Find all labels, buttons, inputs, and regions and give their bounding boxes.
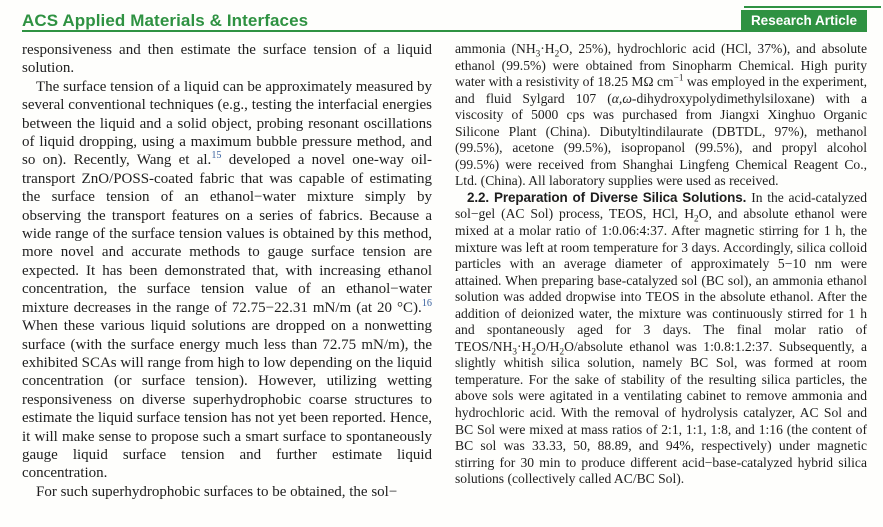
subscript-text: 2 [559,346,565,357]
two-column-body [22,41,867,501]
text-run: was employed in the experiment, and fluid Sylgard 107 ( [455,74,867,106]
text-run: O/H [536,338,560,354]
subscript-text: 2 [694,214,699,225]
subscript-text: 3 [512,346,518,357]
section-heading: 2.2. Preparation of Diverse Silica Solutions. [467,189,752,205]
subscript-text: 3 [535,48,541,59]
citation-ref[interactable]: 15 [211,150,222,162]
paragraph [22,41,432,78]
text-run: responsiveness and then estimate the surface tension of a liquid solution. [22,42,432,77]
paragraph [455,190,867,488]
top-right-rule [744,6,881,8]
subscript-text: 2 [531,346,537,357]
subscript-text: 2 [554,48,560,59]
right-column [455,41,867,501]
paragraph [22,78,432,483]
text-run: ·H [517,338,532,354]
text-run: The surface tension of a liquid can be approximately measured by several conventional techniques (e.g., testing the interfacial energies between the liquid and a solid object, probing resonant oscillations of liquid dropping, using a maximum bubble pressure method, and so on). Recently, Wang et al. [22,78,432,169]
paragraph [455,41,867,190]
italic-text: α,ω [611,90,632,106]
text-run: ammonia (NH [455,41,536,56]
text-run: In the acid-catalyzed sol−gel (AC Sol) process, TEOS, HCl, H [455,189,867,222]
left-column [22,41,432,501]
article-type-badge: Research Article [741,10,867,32]
text-run: developed a novel one-way oil-transport ZnO/POSS-coated fabric that was capable of estimating the surface tension of an ethanol−water mixture simply by observing the transport features on a series of fabrics. Because a wide range of the surface tension values is obtained by this method, more novel and accurate methods to gauge surface tension are expected. It has been demonstrated that, with increasing ethanol concentration, the surface tension value of an ethanol−water mixture decreases in the range of 72.75−22.31 mN/m (at 20 °C). [22,152,432,316]
paragraph [22,483,432,501]
text-run: ·H [540,41,555,56]
text-run: When these various liquid solutions are dropped on a nonwetting surface (with the surface energy much less than 72.75 mN/m), the exhibited SCAs will range from high to low depending on the liquid concentration (or surface tension). However, utilizing wetting responsiveness on diverse superhydrophobic coarse structures to estimate the liquid surface tension has not yet been reported. Hence, it will make sense to propose such a smart surface to spontaneously gauge liquid surface tension and further estimate liquid concentration. [22,318,432,482]
journal-title: ACS Applied Materials & Interfaces [22,11,309,30]
text-run: -dihydroxypolydimethylsiloxane) with a viscosity of 5000 cps was purchased from Jiangxi Xinghuo Organic Silicone Plant (China). Dibutyltindilaurate (DBTDL, 97%), methanol (99.5%), acetone (99.5%), isopropanol (99.5%), and propyl alcohol (99.5%) were received from Shanghai Lingfeng Chemical Reagent Co., Ltd. (China). All laboratory supplies were used as received. [455,90,867,189]
citation-ref[interactable]: 16 [421,297,432,309]
text-run: O, and absolute ethanol were mixed at a molar ratio of 1:0.06:4:37. After magnetic stirring for 1 h, the mixture was left at room temperature for 3 days. Accordingly, silica colloid particles with an average diameter of approximately 5−10 nm were attained. When preparing base-catalyzed sol (BC sol), an ammonia ethanol solution was added dropwise into TEOS in the absolute ethanol. After the addition of deionized water, the mixture was continuously stirred for 1 h and spontaneously aged for 3 days. The final molar ratio of TEOS/NH [455,206,868,354]
text-run: For such superhydrophobic surfaces to be obtained, the sol− [36,483,398,500]
text-run: O/absolute ethanol was 1:0.8:1.2:37. Subsequently, a slightly whitish silica solution, namely BC Sol, was formed at room temperature. For the sake of stability of the resulting silica particles, the above sols were agitated in a ventilating cabinet to remove ammonia and hydrochloric acid. With the removal of hydrolysis catalyzer, AC Sol and BC Sol were mixed at mass ratios of 2:1, 1:1, 1:8, and 1:16 (the content of BC sol was 33.33, 50, 88.89, and 94%, respectively) under magnetic stirring for 30 min to produce different acid−base-catalyzed hybrid silica solutions (collectively called AC/BC Sol). [455,338,867,487]
superscript-text: −1 [673,72,684,83]
text-run: O, 25%), hydrochloric acid (HCl, 37%), and absolute ethanol (99.5%) were obtained from Sinopharm Chemical. High purity water with a resistivity of 18.25 MΩ cm [455,41,867,90]
